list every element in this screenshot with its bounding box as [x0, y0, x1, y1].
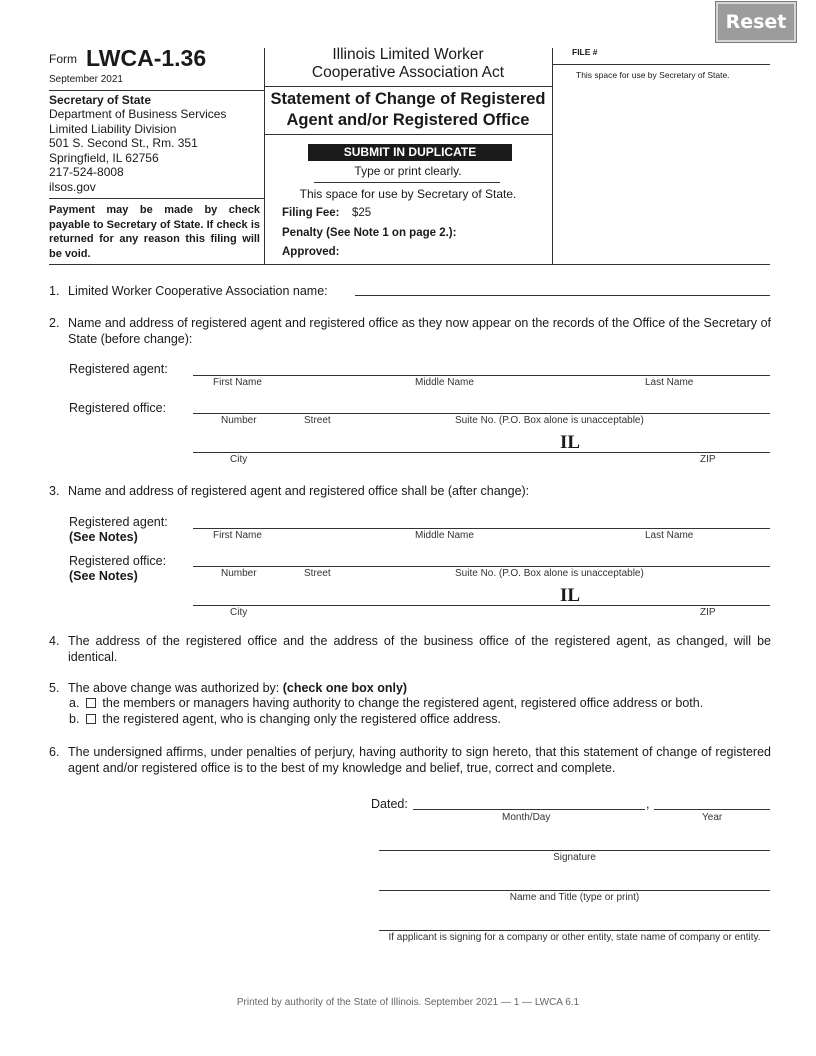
caption-entity: If applicant is signing for a company or other entity, state name of company or entity. [388, 932, 761, 943]
label-text: Registered office: [69, 554, 167, 568]
penalty-label: Penalty (See Note 1 on page 2.): [282, 227, 457, 239]
date-comma: , [646, 797, 650, 811]
caption-zip: ZIP [700, 607, 716, 618]
see-notes: (See Notes) [69, 530, 138, 544]
file-label: FILE # [572, 47, 598, 57]
before-office-street-field[interactable] [193, 413, 770, 414]
title-line: Statement of Change of Registered [270, 90, 546, 108]
caption-street: Street [304, 568, 331, 579]
state-il: IL [560, 585, 581, 606]
label-text: Registered agent: [69, 515, 168, 529]
signature-field[interactable] [379, 850, 770, 851]
form-title [264, 89, 552, 130]
sos-line: 217-524-8008 [49, 165, 124, 179]
caption-city: City [230, 607, 248, 618]
item-number: 2. [49, 316, 60, 330]
sos-line: Department of Business Services [49, 107, 227, 121]
registered-office-label: Registered office: [69, 401, 167, 415]
title-line: Agent and/or Registered Office [286, 110, 530, 129]
before-agent-field[interactable] [193, 375, 770, 376]
caption-suite: Suite No. (P.O. Box alone is unacceptable) [455, 415, 644, 426]
item-number: 3. [49, 484, 60, 498]
caption-first-name: First Name [213, 377, 262, 388]
sos-line: Springfield, IL 62756 [49, 150, 159, 165]
caption-year: Year [702, 812, 723, 823]
option-text: the members or managers having authority to change the registered agent, registered office address or both. [102, 696, 704, 710]
option-b [69, 712, 501, 726]
association-name-field[interactable] [355, 295, 770, 296]
item-text: Name and address of registered agent and registered office shall be (after change): [68, 484, 530, 498]
item-number: 6. [49, 745, 60, 759]
year-field[interactable] [654, 809, 770, 810]
sos-title: Secretary of State [49, 93, 152, 107]
caption-city: City [230, 454, 248, 465]
caption-middle-name: Middle Name [415, 377, 474, 388]
caption-month-day: Month/Day [502, 812, 551, 823]
item-text: The above change was authorized by: [68, 681, 280, 695]
option-b-checkbox[interactable] [86, 714, 96, 724]
sos-line: Limited Liability Division [49, 121, 177, 136]
option-text: the registered agent, who is changing only the registered office address. [102, 712, 502, 726]
option-letter: a. [69, 696, 80, 710]
after-office-street-field[interactable] [193, 566, 770, 567]
option-letter: b. [69, 712, 80, 726]
caption-number: Number [221, 568, 257, 579]
option-a [69, 696, 703, 710]
sos-line: ilsos.gov [49, 179, 96, 194]
caption-street: Street [304, 415, 331, 426]
caption-name-title: Name and Title (type or print) [509, 892, 640, 903]
file-space-note: This space for use by Secretary of State. [576, 70, 730, 80]
reset-button[interactable]: Reset [716, 2, 796, 42]
form-date: September 2021 [49, 74, 123, 85]
month-day-field[interactable] [413, 809, 645, 810]
caption-first-name: First Name [213, 530, 262, 541]
item-number: 1. [49, 284, 60, 298]
filing-fee-value: $25 [352, 207, 372, 219]
approved-label: Approved: [282, 246, 340, 258]
form-prefix: Form [49, 52, 77, 66]
dated-label: Dated: [371, 797, 408, 811]
type-print-note: Type or print clearly. [354, 164, 462, 178]
entity-name-field[interactable] [379, 930, 770, 931]
space-note: This space for use by Secretary of State. [299, 187, 517, 201]
item-text: The address of the registered office and the address of the business office of the registered agent, as changed, will be identical. [68, 634, 771, 664]
submit-banner: SUBMIT IN DUPLICATE [308, 144, 512, 161]
caption-number: Number [221, 415, 257, 426]
new-office-label [69, 554, 166, 584]
option-a-checkbox[interactable] [86, 698, 96, 708]
caption-last-name: Last Name [645, 377, 694, 388]
payment-note: Payment may be made by check payable to Secretary of State. If check is returned for any reason this filing will be void. [49, 204, 260, 260]
form-number: LWCA-1.36 [86, 45, 207, 71]
new-agent-label [69, 515, 168, 545]
item-text-bold: (check one box only) [282, 681, 408, 695]
after-office-city-field[interactable] [193, 605, 770, 606]
before-office-city-field[interactable] [193, 452, 770, 453]
filing-fee-label: Filing Fee: [282, 207, 340, 219]
sos-address [49, 107, 226, 194]
act-name [264, 46, 552, 82]
sos-line: 501 S. Second St., Rm. 351 [49, 136, 198, 150]
see-notes: (See Notes) [69, 569, 138, 583]
caption-signature: Signature [553, 852, 596, 863]
caption-zip: ZIP [700, 454, 716, 465]
after-agent-field[interactable] [193, 528, 770, 529]
caption-middle-name: Middle Name [415, 530, 474, 541]
caption-last-name: Last Name [645, 530, 694, 541]
footer: Printed by authority of the State of Illinois. September 2021 — 1 — LWCA 6.1 [236, 997, 580, 1008]
item-text: Limited Worker Cooperative Association name: [68, 284, 328, 298]
act-line: Illinois Limited Worker [332, 46, 484, 63]
item-number: 5. [49, 681, 60, 695]
state-il: IL [560, 432, 581, 453]
item-text: Name and address of registered agent and registered office as they now appear on the records of the Office of the Secretary of State (before change): [68, 316, 771, 346]
act-line: Cooperative Association Act [311, 64, 505, 81]
registered-agent-label: Registered agent: [69, 362, 168, 376]
caption-suite: Suite No. (P.O. Box alone is unacceptable) [455, 568, 644, 579]
item-text: The undersigned affirms, under penalties of perjury, having authority to sign hereto, that this statement of change of registered agent and/or registered office is to the best of my knowledge and belief, true, correct and complete. [68, 745, 771, 775]
item-number: 4. [49, 634, 60, 648]
name-title-field[interactable] [379, 890, 770, 891]
